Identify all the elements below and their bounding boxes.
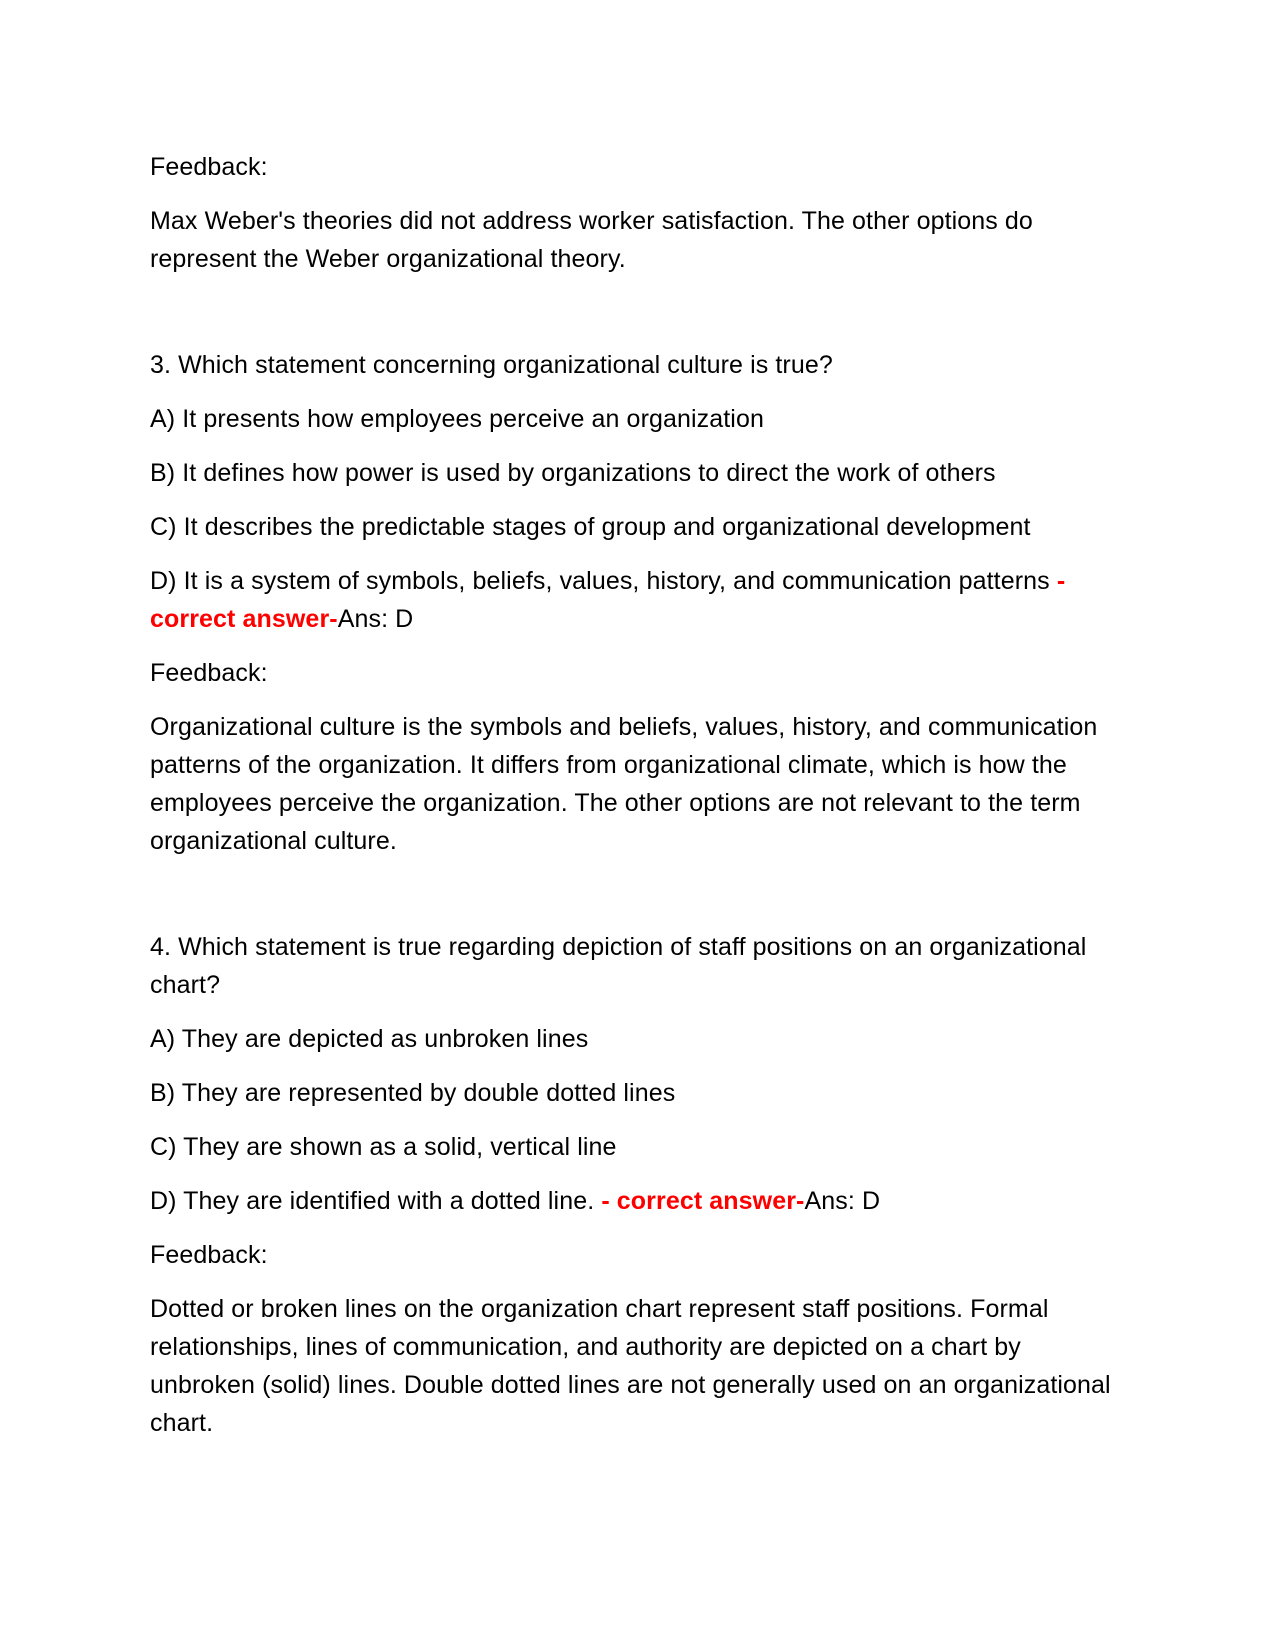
feedback-label: Feedback: — [150, 659, 268, 687]
answer-text: Ans: D — [337, 605, 414, 633]
document-page — [150, 148, 1130, 1442]
question-4-option-c: C) They are shown as a solid, vertical line — [150, 1133, 617, 1161]
feedback-label: Feedback: — [150, 153, 268, 181]
correct-answer-marker: - correct answer- — [150, 567, 1066, 633]
question-3: 3. Which statement concerning organizational culture is true? — [150, 351, 833, 379]
question-4: 4. Which statement is true regarding depiction of staff positions on an organizational chart? — [150, 933, 1087, 999]
question-4-option-d — [150, 1182, 1130, 1220]
question-4-option-b: B) They are represented by double dotted lines — [150, 1079, 676, 1107]
question-3-option-c: C) It describes the predictable stages of group and organizational development — [150, 513, 1031, 541]
feedback-label: Feedback: — [150, 1241, 268, 1269]
question-3-option-b: B) It defines how power is used by organizations to direct the work of others — [150, 459, 996, 487]
feedback-text: Dotted or broken lines on the organization chart represent staff positions. Formal relationships, lines of communication, and authority are depicted on a chart by unbroken (solid) lines. Double dotted lines are not generally used on an organizational chart. — [150, 1295, 1111, 1437]
option-d-text: D) They are identified with a dotted line. — [150, 1187, 602, 1215]
question-4-option-a: A) They are depicted as unbroken lines — [150, 1025, 589, 1053]
question-3-option-d — [150, 562, 1130, 638]
correct-answer-marker: - correct answer- — [601, 1187, 805, 1215]
feedback-text: Max Weber's theories did not address worker satisfaction. The other options do represent the Weber organizational theory. — [150, 207, 1033, 273]
question-3-option-a: A) It presents how employees perceive an organization — [150, 405, 764, 433]
feedback-text: Organizational culture is the symbols and beliefs, values, history, and communication patterns of the organization. It differs from organizational climate, which is how the employees perceive the organization. The other options are not relevant to the term organizational culture. — [150, 713, 1098, 855]
answer-text: Ans: D — [804, 1187, 881, 1215]
option-d-text: D) It is a system of symbols, beliefs, values, history, and communication patterns — [150, 567, 1057, 595]
